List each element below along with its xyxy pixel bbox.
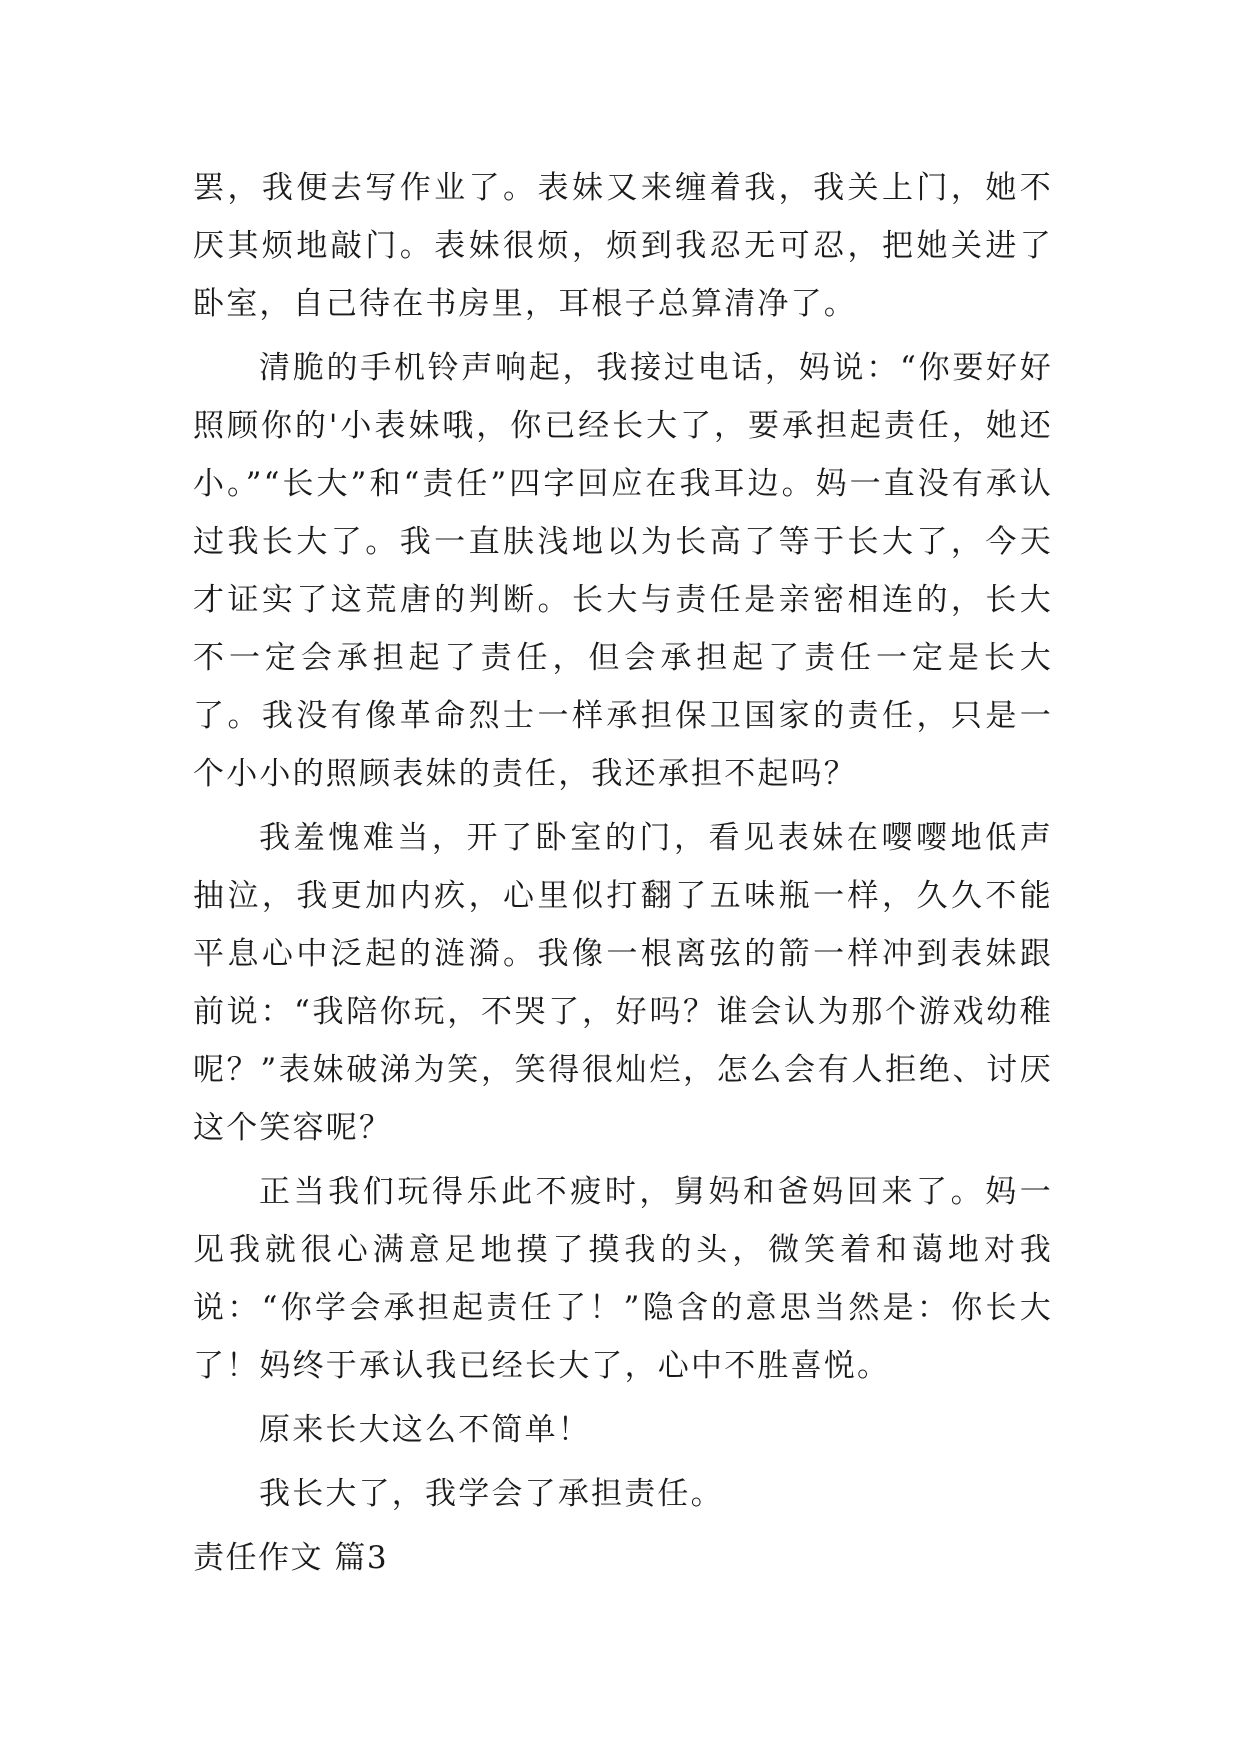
paragraph-6: 我长大了，我学会了承担责任。: [259, 1476, 724, 1512]
paragraph-3: 我羞愧难当，开了卧室的门，看见表妹在嘤嘤地低声抽泣，我更加内疚，心里似打翻了五味瓶一样，久久不能平息心中泛起的涟漪。我像一根离弦的箭一样冲到表妹跟前说：“我陪你玩，不哭了，好吗？谁会认为那个游戏幼稚呢？”表妹破涕为笑，笑得很灿烂，怎么会有人拒绝、讨厌这个笑容呢？: [193, 820, 1053, 1146]
paragraph-2: 清脆的手机铃声响起，我接过电话，妈说：“你要好好照顾你的'小表妹哦，你已经长大了，要承担起责任，她还小。”“长大”和“责任”四字回应在我耳边。妈一直没有承认过我长大了。我一直肤浅地以为长高了等于长大了，今天才证实了这荒唐的判断。长大与责任是亲密相连的，长大不一定会承担起了责任，但会承担起了责任一定是长大了。我没有像革命烈士一样承担保卫国家的责任，只是一个小小的照顾表妹的责任，我还承担不起吗？: [193, 350, 1053, 792]
paragraph-4: 正当我们玩得乐此不疲时，舅妈和爸妈回来了。妈一见我就很心满意足地摸了摸我的头，微笑着和蔼地对我说：“你学会承担起责任了！”隐含的意思当然是：你长大了！妈终于承认我已经长大了，心中不胜喜悦。: [193, 1174, 1053, 1384]
essay-body: [193, 159, 1053, 1587]
paragraph-5: 原来长大这么不简单！: [259, 1412, 591, 1448]
section-heading: 责任作文 篇3: [193, 1540, 389, 1576]
paragraph-1: 罢，我便去写作业了。表妹又来缠着我，我关上门，她不厌其烦地敲门。表妹很烦，烦到我忍无可忍，把她关进了卧室，自己待在书房里，耳根子总算清净了。: [193, 170, 1053, 322]
